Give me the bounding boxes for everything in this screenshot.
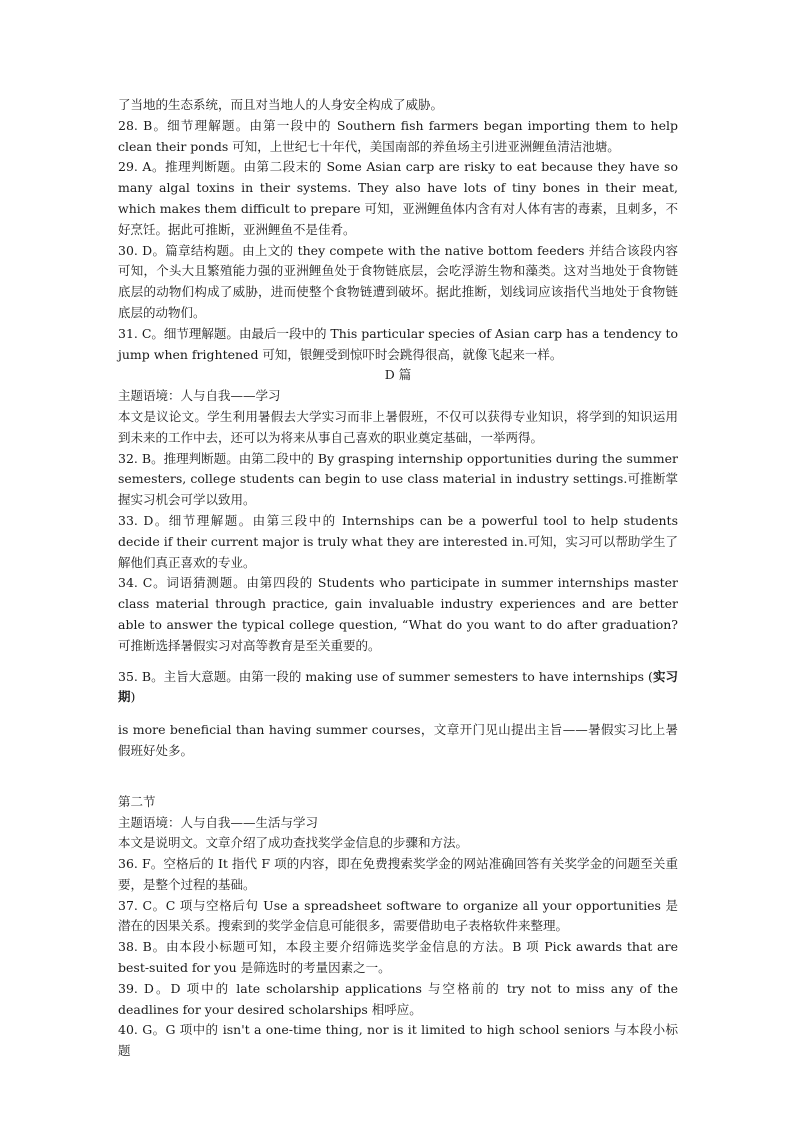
- answer-35-close: ): [130, 689, 136, 705]
- passage-summary: 本文是说明文。文章介绍了成功查找奖学金信息的步骤和方法。: [118, 835, 469, 851]
- theme-context: 主题语境：人与自我——生活与学习: [118, 814, 319, 830]
- answer-key-page: [118, 95, 678, 1062]
- answer-35-bold-term: 实习期: [118, 668, 678, 705]
- answer-32: 32. B。推理判断题。由第二段中的 By grasping internship opportunities during the summer semesters, college students can begin to use class material in industry settings.可推断掌握实习机会可学以致用。: [118, 450, 678, 508]
- answer-34: 34. C。词语猜测题。由第四段的 Students who participate in summer internships master class material through practice, gain invaluable industry experiences and are better able to answer the typical college question, “What do you want to do after graduation?可推断选择暑假实习对高等教育是至关重要的。: [118, 575, 678, 653]
- answer-36: 36. F。空格后的 It 指代 F 项的内容，即在免费搜索奖学金的网站准确回答有关奖学金的问题至关重要，是整个过程的基础。: [118, 856, 678, 892]
- answer-29: 29. A。推理判断题。由第二段末的 Some Asian carp are risky to eat because they have so many algal toxins in their systems. They also have lots of tiny bones in their meat, which makes them difficult to prepare 可知，亚洲鲤鱼体内含有对人体有害的毒素，且刺多，不好烹饪。据此可推断，亚洲鲤鱼不是佳肴。: [118, 159, 678, 237]
- answer-37: 37. C。C 项与空格后句 Use a spreadsheet software to organize all your opportunities 是潜在的因果关系。搜索到的奖学金信息可能很多，需要借助电子表格软件来整理。: [118, 897, 678, 934]
- answer-40: 40. G。G 项中的 isn't a one-time thing, nor is it limited to high school seniors 与本段小标题: [118, 1022, 678, 1059]
- answer-35: [118, 667, 678, 709]
- answer-35-continued: is more beneficial than having summer courses，文章开门见山提出主旨——暑假实习比上暑假班好处多。: [118, 722, 678, 758]
- paragraph: 了当地的生态系统，而且对当地人的人身安全构成了威胁。: [118, 97, 444, 112]
- answer-31: 31. C。细节理解题。由最后一段中的 This particular species of Asian carp has a tendency to jump when frightened 可知，银鲤受到惊吓时会跳得很高，就像飞起来一样。: [118, 325, 678, 362]
- section-heading-d: D 篇: [384, 367, 412, 383]
- answer-30: 30. D。篇章结构题。由上文的 they compete with the native bottom feeders 并结合该段内容可知，个头大且繁殖能力强的亚洲鲤鱼处于食物链底层，会吃浮游生物和藻类。这对当地处于食物链底层的动物们构成了威胁，进而使整个食物链遭到破坏。据此推断，划线词应该指代当地处于食物链底层的动物们。: [118, 242, 678, 320]
- section-heading-part2: 第二节: [118, 793, 156, 809]
- answer-28: 28. B。细节理解题。由第一段中的 Southern fish farmers began importing them to help clean their ponds 可知，上世纪七十年代，美国南部的养鱼场主引进亚洲鲤鱼清洁池塘。: [118, 117, 678, 154]
- answer-33: 33. D。细节理解题。由第三段中的 Internships can be a powerful tool to help students decide if their current major is truly what they are interested in.可知，实习可以帮助学生了解他们真正喜欢的专业。: [118, 512, 678, 570]
- theme-context: 主题语境：人与自我——学习: [118, 388, 281, 404]
- passage-summary: 本文是议论文。学生利用暑假去大学实习而非上暑假班，不仅可以获得专业知识，将学到的知识运用到未来的工作中去，还可以为将来从事自己喜欢的职业奠定基础，一举两得。: [118, 408, 678, 445]
- answer-39: 39. D。D 项中的 late scholarship applications 与空格前的 try not to miss any of the deadlines for your desired scholarships 相呼应。: [118, 980, 678, 1017]
- answer-35-text: 35. B。主旨大意题。由第一段的 making use of summer semesters to have internships (: [118, 668, 653, 684]
- answer-38: 38. B。由本段小标题可知，本段主要介绍筛选奖学金信息的方法。B 项 Pick awards that are best-suited for you 是筛选时的考量因素之一。: [118, 939, 678, 976]
